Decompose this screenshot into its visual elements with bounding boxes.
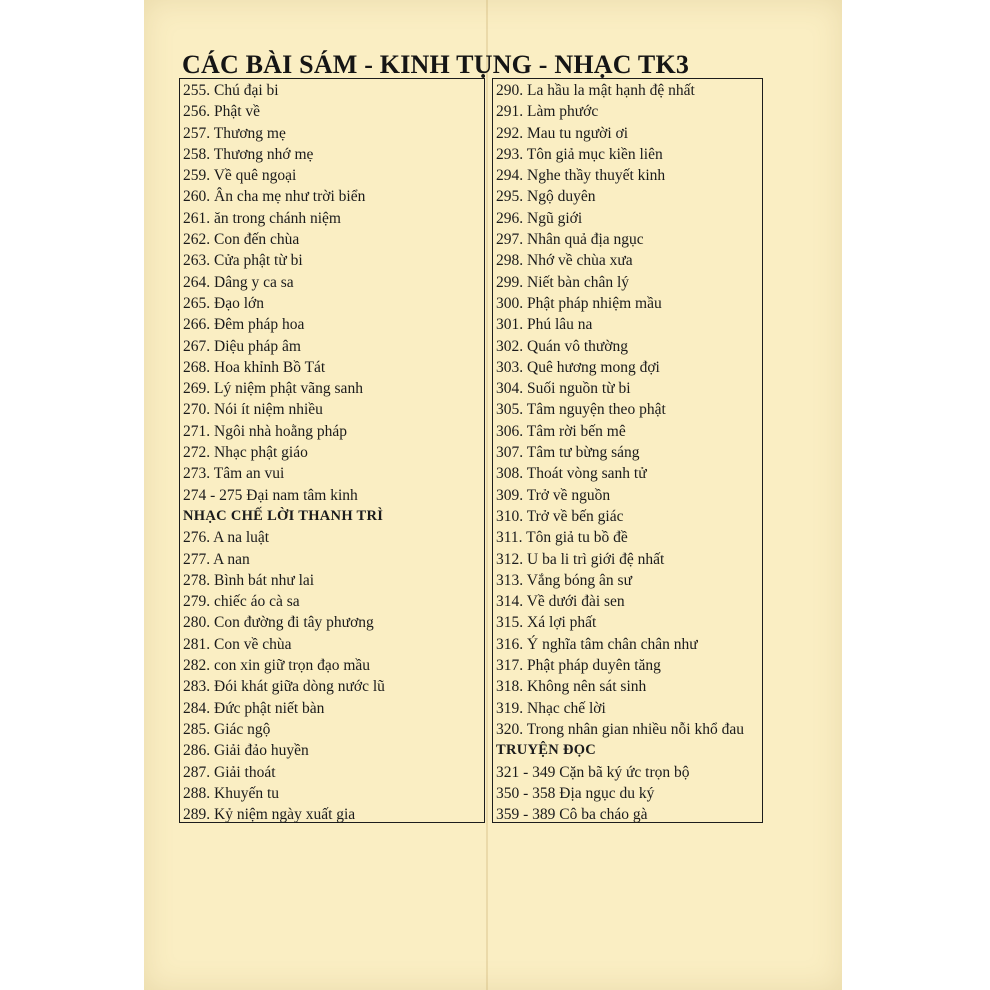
left-list-column bbox=[179, 78, 485, 823]
list-item: 255. Chú đại bi bbox=[183, 82, 279, 99]
list-item: 304. Suối nguồn từ bi bbox=[496, 380, 631, 398]
list-item: 270. Nói ít niệm nhiều bbox=[183, 401, 323, 419]
list-item: 350 - 358 Địa ngục du ký bbox=[496, 784, 655, 802]
right-list-column bbox=[492, 78, 763, 823]
list-item: 288. Khuyến tu bbox=[183, 784, 280, 802]
list-item: 272. Nhạc phật giáo bbox=[183, 444, 308, 462]
list-item: 299. Niết bàn chân lý bbox=[496, 273, 630, 291]
list-item: 256. Phật về bbox=[183, 103, 261, 121]
list-item: 309. Trở về nguồn bbox=[496, 486, 611, 504]
list-item: 320. Trong nhân gian nhiều nỗi khổ đau bbox=[496, 720, 744, 738]
list-item: 292. Mau tu người ơi bbox=[496, 124, 628, 142]
list-item: 291. Làm phước bbox=[496, 103, 599, 121]
list-item: 282. con xin giữ trọn đạo mầu bbox=[183, 657, 371, 675]
list-item: 312. U ba li trì giới đệ nhất bbox=[496, 550, 665, 568]
list-item: 306. Tâm rời bến mê bbox=[496, 422, 626, 440]
list-item: 315. Xá lợi phất bbox=[496, 614, 597, 632]
list-item: 261. ăn trong chánh niệm bbox=[183, 209, 341, 227]
list-item: 316. Ý nghĩa tâm chân chân như bbox=[496, 635, 698, 653]
list-item: 259. Về quê ngoại bbox=[183, 167, 297, 185]
list-item: 298. Nhớ về chùa xưa bbox=[496, 252, 633, 270]
list-item: 321 - 349 Cặn bã ký ức trọn bộ bbox=[496, 763, 690, 781]
paper-fold-line bbox=[486, 0, 488, 990]
list-item: 307. Tâm tư bừng sáng bbox=[496, 444, 640, 462]
list-item: 283. Đói khát giữa dòng nước lũ bbox=[183, 678, 385, 696]
list-item: 278. Bình bát như lai bbox=[183, 571, 315, 589]
list-item: 277. A nan bbox=[183, 550, 250, 568]
list-item: 260. Ân cha mẹ như trời biển bbox=[183, 188, 366, 206]
list-item: 287. Giải thoát bbox=[183, 763, 276, 781]
list-item: 294. Nghe thầy thuyết kinh bbox=[496, 167, 666, 185]
list-item: 257. Thương mẹ bbox=[183, 124, 286, 142]
page-title: CÁC BÀI SÁM - KINH TỤNG - NHẠC TK3 bbox=[182, 50, 690, 79]
list-item: 319. Nhạc chế lời bbox=[496, 699, 606, 717]
list-item: 301. Phú lâu na bbox=[496, 316, 593, 334]
list-item: 267. Diệu pháp âm bbox=[183, 337, 301, 355]
section-heading: TRUYỆN ĐỌC bbox=[496, 742, 597, 759]
list-item: 311. Tôn giả tu bồ đề bbox=[496, 529, 628, 547]
list-item: 264. Dâng y ca sa bbox=[183, 273, 294, 291]
list-item: 280. Con đường đi tây phương bbox=[183, 614, 374, 632]
list-item: 296. Ngũ giới bbox=[496, 209, 583, 227]
list-item: 273. Tâm an vui bbox=[183, 465, 285, 483]
list-item: 285. Giác ngộ bbox=[183, 720, 271, 738]
list-item: 265. Đạo lớn bbox=[183, 294, 264, 312]
list-item: 314. Về dưới đài sen bbox=[496, 593, 625, 611]
list-item: 269. Lý niệm phật vãng sanh bbox=[183, 380, 363, 398]
list-item: 258. Thương nhớ mẹ bbox=[183, 145, 314, 163]
list-item: 308. Thoát vòng sanh tử bbox=[496, 465, 647, 483]
list-item: 310. Trở về bến giác bbox=[496, 507, 624, 525]
list-item: 303. Quê hương mong đợi bbox=[496, 358, 660, 376]
list-item: 284. Đức phật niết bàn bbox=[183, 699, 325, 717]
list-item: 359 - 389 Cô ba cháo gà bbox=[496, 806, 648, 824]
list-item: 271. Ngôi nhà hoằng pháp bbox=[183, 422, 348, 440]
list-item: 297. Nhân quả địa ngục bbox=[496, 231, 644, 249]
list-item: 274 - 275 Đại nam tâm kinh bbox=[183, 486, 358, 504]
list-item: 300. Phật pháp nhiệm mầu bbox=[496, 294, 662, 312]
list-item: 266. Đêm pháp hoa bbox=[183, 316, 305, 334]
list-item: 305. Tâm nguyện theo phật bbox=[496, 401, 666, 419]
list-item: 262. Con đến chùa bbox=[183, 231, 300, 249]
list-item: 318. Không nên sát sinh bbox=[496, 678, 647, 696]
section-heading: NHẠC CHẾ LỜI THANH TRÌ bbox=[183, 507, 384, 524]
list-item: 290. La hầu la mật hạnh đệ nhất bbox=[496, 82, 695, 99]
list-item: 263. Cửa phật từ bi bbox=[183, 252, 303, 270]
list-item: 302. Quán vô thường bbox=[496, 337, 628, 355]
list-item: 289. Kỷ niệm ngày xuất gia bbox=[183, 806, 356, 824]
list-item: 317. Phật pháp duyên tăng bbox=[496, 657, 661, 675]
list-item: 313. Vắng bóng ân sư bbox=[496, 571, 632, 589]
list-item: 293. Tôn giả mục kiền liên bbox=[496, 145, 663, 163]
list-item: 295. Ngộ duyên bbox=[496, 188, 596, 206]
list-item: 276. A na luật bbox=[183, 529, 270, 547]
list-item: 279. chiếc áo cà sa bbox=[183, 593, 300, 611]
list-item: 281. Con về chùa bbox=[183, 635, 292, 653]
list-item: 268. Hoa khỉnh Bồ Tát bbox=[183, 358, 326, 376]
list-item: 286. Giải đảo huyền bbox=[183, 742, 309, 760]
